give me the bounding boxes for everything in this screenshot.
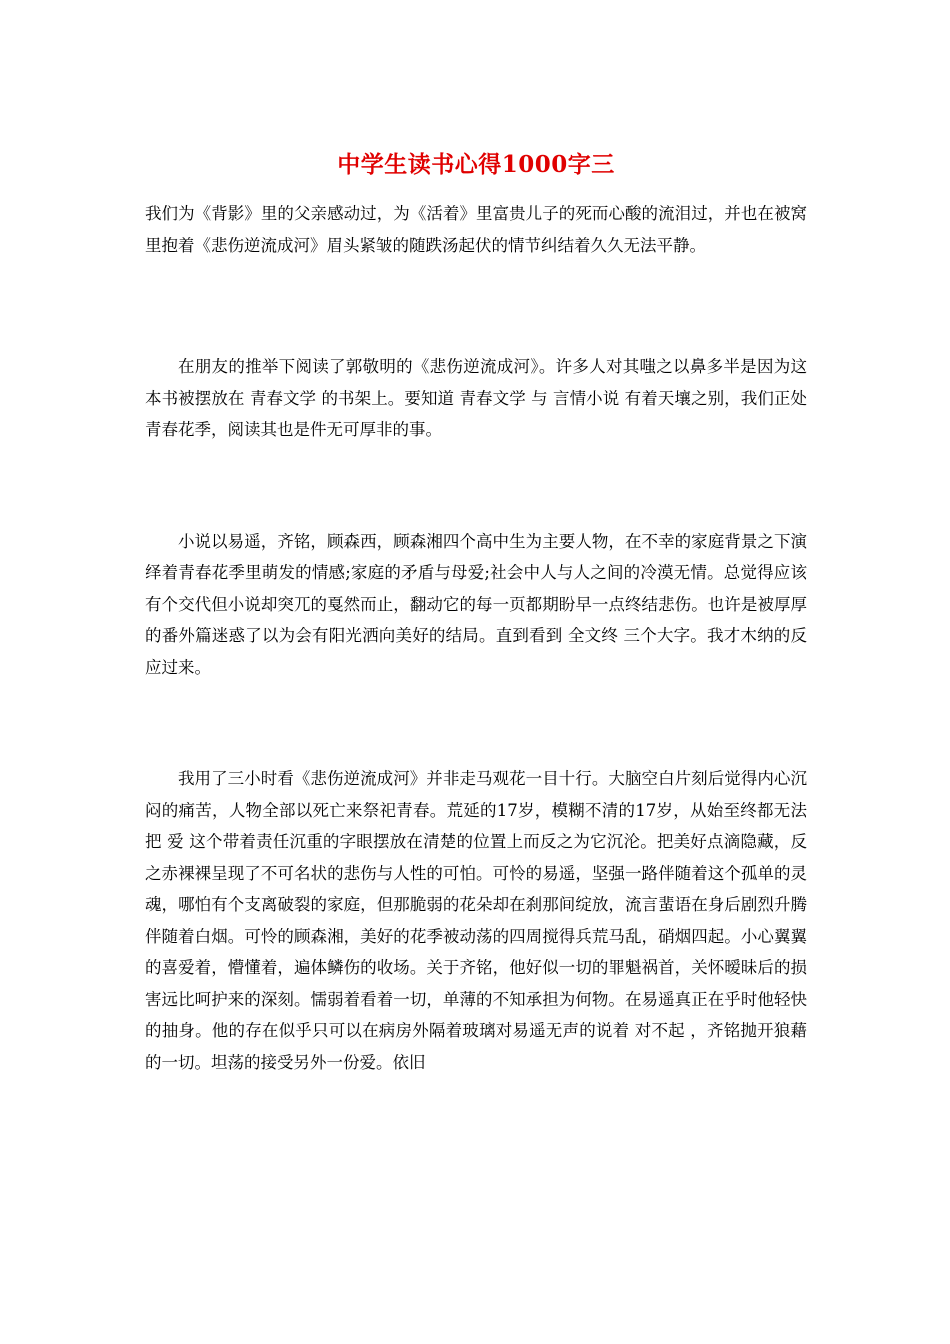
document-title: 中学生读书心得1000字三 xyxy=(337,151,615,178)
paragraph-4: 我用了三小时看《悲伤逆流成河》并非走马观花一目十行。大脑空白片刻后觉得内心沉闷的痛苦，人物全部以死亡来祭祀青春。荒延的17岁，模糊不清的17岁，从始至终都无法把 爱 这个带着责任沉重的字眼摆放在清楚的位置上而反之为它沉沦。把美好点滴隐藏，反之赤裸裸呈现了不可名状的悲伤与人性的可怕。可怜的易遥，坚强一路伴随着这个孤单的灵魂，哪怕有个支离破裂的家庭，但那脆弱的花朵却在刹那间绽放，流言蜚语在身后剧烈升腾伴随着白烟。可怜的顾森湘，美好的花季被动荡的四周搅得兵荒马乱，硝烟四起。小心翼翼的喜爱着，懵懂着，遍体鳞伤的收场。关于齐铭，他好似一切的罪魁祸首，关怀暧昧后的损害远比呵护来的深刻。懦弱着看着一切，单薄的不知承担为何物。在易遥真正在乎时他轻快的抽身。他的存在似乎只可以在病房外隔着玻璃对易遥无声的说着 对不起 ，齐铭抛开狼藉的一切。坦荡的接受另外一份爱。依旧 xyxy=(145,769,807,1072)
paragraph-3: 小说以易遥，齐铭，顾森西，顾森湘四个高中生为主要人物，在不幸的家庭背景之下演绎着青春花季里萌发的情感;家庭的矛盾与母爱;社会中人与人之间的冷漠无情。总觉得应该有个交代但小说却突兀的戛然而止，翻动它的每一页都期盼早一点终结悲伤。也许是被厚厚的番外篇迷惑了以为会有阳光洒向美好的结局。直到看到 全文终 三个大字。我才木纳的反应过来。 xyxy=(145,531,807,677)
document-page xyxy=(145,150,807,1078)
paragraph-2: 在朋友的推举下阅读了郭敬明的《悲伤逆流成河》。许多人对其嗤之以鼻多半是因为这本书被摆放在 青春文学 的书架上。要知道 青春文学 与 言情小说 有着天壤之别，我们正处青春花季，阅读其也是件无可厚非的事。 xyxy=(145,357,807,439)
paragraph-1: 我们为《背影》里的父亲感动过，为《活着》里富贵儿子的死而心酸的流泪过，并也在被窝里抱着《悲伤逆流成河》眉头紧皱的随跌汤起伏的情节纠结着久久无法平静。 xyxy=(145,204,807,255)
